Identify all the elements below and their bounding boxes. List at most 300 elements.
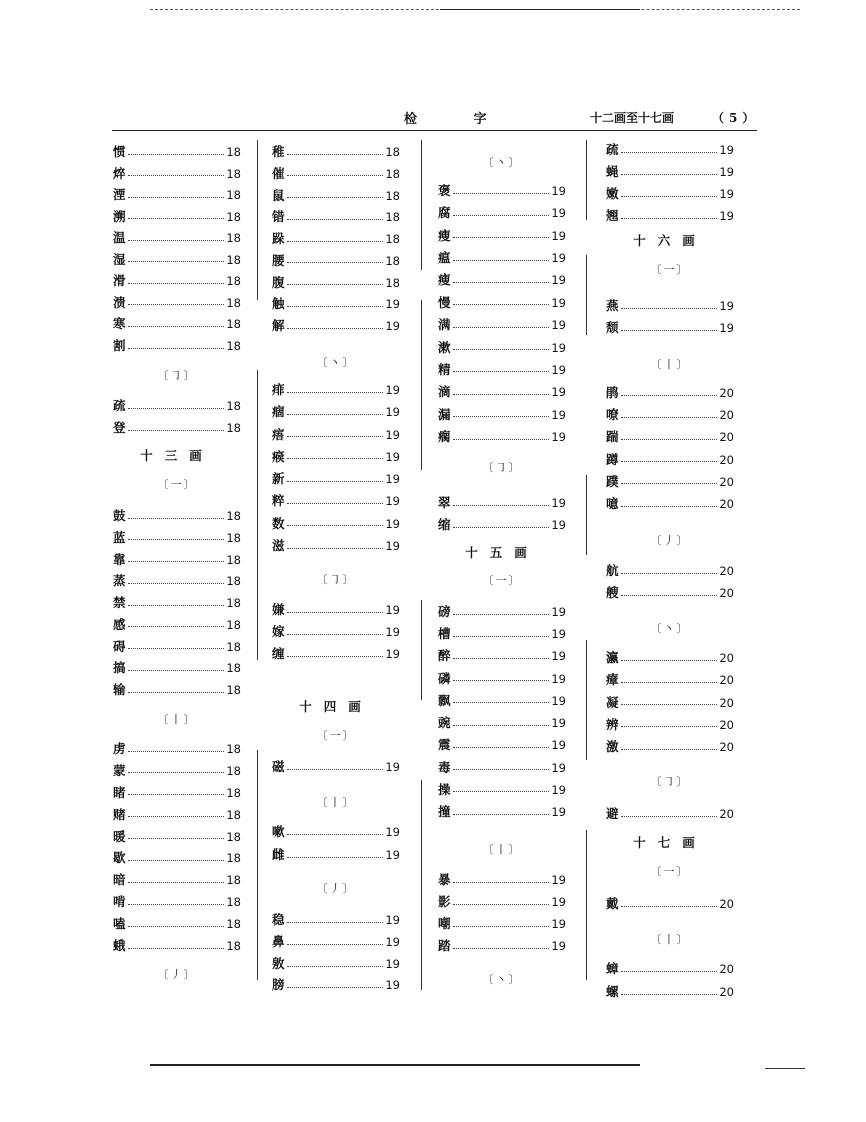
index-entry <box>606 715 734 735</box>
entry-character: 漱 <box>438 339 451 355</box>
index-entry <box>113 936 241 956</box>
leader-dots <box>128 154 225 155</box>
entry-character: 错 <box>272 209 285 225</box>
leader-dots <box>621 395 718 396</box>
entry-page-number: 19 <box>719 321 734 335</box>
entry-character: 搞 <box>113 660 126 676</box>
stroke-group-label: 〔㇆〕 <box>482 461 522 474</box>
entry-page-number: 19 <box>719 299 734 313</box>
entry-character: 暗 <box>113 872 126 888</box>
column-divider <box>257 370 258 660</box>
entry-page-number: 18 <box>226 661 241 676</box>
entry-character: 稚 <box>272 144 285 159</box>
entry-character: 惯 <box>113 144 126 159</box>
entry-page-number: 19 <box>551 518 566 532</box>
entry-page-number: 20 <box>719 586 734 600</box>
leader-dots <box>453 680 550 681</box>
entry-character: 鼠 <box>272 187 285 203</box>
leader-dots <box>287 414 384 415</box>
index-entry <box>272 845 400 865</box>
entry-character: 嘹 <box>606 407 619 423</box>
entry-page-number: 18 <box>226 295 241 310</box>
leader-dots <box>453 926 550 927</box>
scan-edge-bottom-right <box>765 1068 805 1069</box>
stroke-group-label: 〔丨〕 <box>650 933 690 946</box>
leader-dots <box>128 583 225 584</box>
entry-page-number: 19 <box>385 913 400 927</box>
page-title: 检 字 <box>404 112 513 127</box>
entry-character: 滴 <box>438 384 451 400</box>
entry-character: 瀛 <box>606 650 619 665</box>
entry-character: 腰 <box>272 252 285 268</box>
leader-dots <box>453 527 550 528</box>
index-entry <box>272 536 400 556</box>
leader-dots <box>453 327 550 328</box>
stroke-group-label: 〔丿〕 <box>316 882 356 895</box>
entry-page-number: 19 <box>551 716 566 731</box>
entry-page-number: 18 <box>226 829 241 844</box>
entry-page-number: 19 <box>551 627 566 642</box>
index-entry <box>272 954 400 974</box>
leader-dots <box>128 838 225 839</box>
entry-page-number: 18 <box>226 421 241 435</box>
entry-character: 精 <box>438 361 451 377</box>
entry-page-number: 18 <box>226 231 241 246</box>
stroke-group-label: 〔一〕 <box>316 729 356 742</box>
entry-character: 腹 <box>272 274 285 290</box>
page-number: （5） <box>712 111 760 125</box>
index-entry <box>606 737 734 757</box>
leader-dots <box>128 561 225 562</box>
entry-page-number: 18 <box>226 873 241 888</box>
leader-dots <box>453 193 550 194</box>
entry-page-number: 18 <box>226 895 241 910</box>
leader-dots <box>453 505 550 506</box>
index-entry <box>438 226 566 246</box>
stroke-group-label: 〔㇆〕 <box>157 369 197 382</box>
index-entry <box>272 294 400 314</box>
entry-character: 痦 <box>272 426 285 442</box>
column-divider <box>586 475 587 555</box>
entry-character: 漏 <box>438 406 451 422</box>
entry-character: 稳 <box>272 912 285 927</box>
index-entry <box>438 691 566 711</box>
leader-dots <box>453 948 550 949</box>
entry-character: 新 <box>272 471 285 487</box>
entry-character: 螺 <box>606 984 619 999</box>
leader-dots <box>128 692 225 693</box>
entry-page-number: 19 <box>385 957 400 971</box>
entry-character: 赌 <box>113 806 126 822</box>
entry-character: 磁 <box>272 759 285 774</box>
index-entry <box>438 602 566 622</box>
leader-dots <box>621 816 718 817</box>
index-entry <box>113 271 241 291</box>
entry-page-number: 20 <box>719 430 734 445</box>
leader-dots <box>128 326 225 327</box>
entry-page-number: 19 <box>551 873 566 887</box>
entry-character: 飘 <box>438 692 451 708</box>
entry-page-number: 19 <box>385 297 400 312</box>
entry-character: 鼓 <box>113 508 126 523</box>
leader-dots <box>287 328 384 329</box>
index-entry <box>438 669 566 689</box>
entry-page-number: 19 <box>385 603 400 617</box>
leader-dots <box>453 260 550 261</box>
entry-page-number: 18 <box>226 252 241 267</box>
entry-character: 嫩 <box>606 186 619 201</box>
leader-dots <box>621 218 718 219</box>
entry-character: 瘟 <box>438 250 451 266</box>
entry-character: 航 <box>606 563 619 578</box>
leader-dots <box>453 636 550 637</box>
entry-page-number: 19 <box>385 427 400 442</box>
entry-page-number: 19 <box>385 472 400 487</box>
index-entry <box>272 644 400 664</box>
stroke-group-label: 〔一〕 <box>482 574 522 587</box>
leader-dots <box>128 816 225 817</box>
entry-page-number: 18 <box>226 683 241 697</box>
leader-dots <box>453 215 550 216</box>
entry-character: 毒 <box>438 759 451 775</box>
entry-page-number: 18 <box>226 596 241 610</box>
index-entry <box>606 670 734 690</box>
index-entry <box>272 757 400 777</box>
entry-character: 鼻 <box>272 934 285 949</box>
index-entry <box>438 270 566 290</box>
leader-dots <box>287 392 384 393</box>
leader-dots <box>287 175 384 176</box>
entry-page-number: 20 <box>719 695 734 710</box>
leader-dots <box>453 814 550 815</box>
entry-character: 蝇 <box>606 164 619 179</box>
entry-page-number: 19 <box>385 494 400 509</box>
leader-dots <box>621 906 718 907</box>
leader-dots <box>453 349 550 350</box>
column-divider <box>421 780 422 990</box>
index-entry <box>272 380 400 400</box>
entry-page-number: 19 <box>385 383 400 397</box>
entry-page-number: 19 <box>385 848 400 862</box>
entry-character: 蓝 <box>113 529 126 545</box>
leader-dots <box>621 330 718 331</box>
entry-character: 瘸 <box>438 429 451 444</box>
leader-dots <box>621 971 718 972</box>
index-entry <box>606 693 734 713</box>
entry-character: 操 <box>438 781 451 797</box>
leader-dots <box>128 670 225 671</box>
index-entry <box>438 248 566 268</box>
index-entry <box>438 802 566 822</box>
entry-page-number: 18 <box>385 145 400 159</box>
leader-dots <box>287 612 384 613</box>
leader-dots <box>287 306 384 307</box>
entry-page-number: 20 <box>719 807 734 821</box>
leader-dots <box>287 154 384 155</box>
entry-page-number: 19 <box>385 319 400 333</box>
entry-character: 粹 <box>272 493 285 509</box>
entry-character: 焠 <box>113 165 126 181</box>
entry-page-number: 19 <box>551 782 566 797</box>
entry-character: 颓 <box>606 320 619 335</box>
entry-character: 激 <box>606 739 619 754</box>
entry-page-number: 19 <box>551 385 566 400</box>
index-entry <box>606 140 734 160</box>
entry-character: 敫 <box>272 956 285 971</box>
index-entry <box>113 528 241 548</box>
column-divider <box>257 140 258 300</box>
entry-page-number: 18 <box>385 275 400 290</box>
entry-page-number: 18 <box>226 851 241 866</box>
entry-page-number: 19 <box>551 318 566 333</box>
index-entry <box>113 571 241 591</box>
entry-page-number: 19 <box>551 407 566 422</box>
leader-dots <box>453 237 550 238</box>
index-entry <box>438 892 566 912</box>
entry-character: 跺 <box>272 231 285 246</box>
stroke-group-label: 〔㇆〕 <box>650 775 690 788</box>
stroke-count-heading: 十六画 <box>633 233 707 248</box>
leader-dots <box>287 834 384 835</box>
leader-dots <box>287 922 384 923</box>
index-entry <box>438 735 566 755</box>
index-entry <box>606 162 734 182</box>
entry-character: 缠 <box>272 646 285 661</box>
leader-dots <box>287 769 384 770</box>
entry-character: 疏 <box>113 398 126 413</box>
leader-dots <box>453 304 550 305</box>
entry-page-number: 19 <box>551 805 566 819</box>
entry-page-number: 19 <box>551 671 566 686</box>
leader-dots <box>453 702 550 703</box>
entry-page-number: 18 <box>226 763 241 778</box>
entry-character: 疏 <box>606 142 619 157</box>
index-entry <box>113 914 241 934</box>
entry-page-number: 20 <box>719 386 734 400</box>
leader-dots <box>621 595 718 596</box>
entry-character: 踹 <box>606 429 619 445</box>
entry-page-number: 19 <box>385 449 400 464</box>
leader-dots <box>453 439 550 440</box>
entry-page-number: 19 <box>719 165 734 179</box>
leader-dots <box>453 725 550 726</box>
index-entry <box>272 514 400 534</box>
index-entry <box>272 186 400 206</box>
leader-dots <box>453 791 550 792</box>
leader-dots <box>621 439 718 440</box>
index-entry <box>438 493 566 513</box>
entry-character: 磅 <box>438 604 451 619</box>
leader-dots <box>453 769 550 770</box>
index-entry <box>272 447 400 467</box>
stroke-group-label: 〔丨〕 <box>157 713 197 726</box>
leader-dots <box>128 605 225 606</box>
entry-page-number: 19 <box>551 206 566 221</box>
entry-page-number: 19 <box>551 184 566 198</box>
entry-page-number: 18 <box>385 210 400 225</box>
index-entry <box>272 402 400 422</box>
column-divider <box>586 255 587 335</box>
leader-dots <box>287 284 384 285</box>
leader-dots <box>287 857 384 858</box>
entry-character: 豌 <box>438 715 451 731</box>
stroke-group-label: 〔丶〕 <box>650 622 690 635</box>
index-entry <box>606 296 734 316</box>
entry-page-number: 20 <box>719 564 734 578</box>
index-entry <box>438 315 566 335</box>
leader-dots <box>287 197 384 198</box>
entry-page-number: 19 <box>719 187 734 201</box>
entry-character: 震 <box>438 737 451 753</box>
stroke-group-label: 〔㇆〕 <box>316 573 356 586</box>
entry-page-number: 18 <box>385 188 400 203</box>
column-divider <box>421 300 422 470</box>
entry-character: 虏 <box>113 741 126 756</box>
leader-dots <box>621 506 718 507</box>
index-entry <box>113 314 241 334</box>
entry-character: 腐 <box>438 205 451 221</box>
entry-page-number: 18 <box>226 530 241 545</box>
entry-character: 磷 <box>438 670 451 686</box>
entry-page-number: 18 <box>226 639 241 654</box>
entry-page-number: 19 <box>385 625 400 639</box>
stroke-count-heading: 十七画 <box>633 835 707 850</box>
index-entry <box>438 780 566 800</box>
entry-page-number: 19 <box>551 340 566 355</box>
index-entry <box>113 680 241 700</box>
entry-character: 割 <box>113 338 126 353</box>
stroke-group-label: 〔丿〕 <box>157 968 197 981</box>
entry-character: 膀 <box>272 977 285 992</box>
entry-page-number: 18 <box>226 188 241 203</box>
stroke-group-label: 〔丶〕 <box>482 973 522 986</box>
index-entry <box>113 892 241 912</box>
index-entry <box>113 228 241 248</box>
index-entry <box>113 615 241 635</box>
leader-dots <box>287 503 384 504</box>
entry-page-number: 20 <box>719 897 734 911</box>
leader-dots <box>287 525 384 526</box>
index-entry <box>272 491 400 511</box>
leader-dots <box>128 948 225 949</box>
entry-page-number: 20 <box>719 452 734 467</box>
index-entry <box>606 982 734 1002</box>
index-entry <box>438 624 566 644</box>
stroke-count-heading: 十三画 <box>140 448 214 463</box>
stroke-range-label: 十二画至十七画 <box>590 111 675 125</box>
leader-dots <box>128 648 225 649</box>
leader-dots <box>287 656 384 657</box>
index-entry <box>113 207 241 227</box>
entry-character: 避 <box>606 806 619 821</box>
leader-dots <box>621 573 718 574</box>
entry-character: 嗽 <box>272 824 285 839</box>
entry-page-number: 19 <box>385 405 400 420</box>
index-entry <box>606 383 734 403</box>
entry-page-number: 18 <box>226 785 241 800</box>
index-entry <box>606 184 734 204</box>
index-entry <box>113 506 241 526</box>
leader-dots <box>287 481 384 482</box>
entry-page-number: 18 <box>226 274 241 289</box>
leader-dots <box>128 175 225 176</box>
entry-page-number: 19 <box>551 273 566 288</box>
index-entry <box>438 758 566 778</box>
index-entry <box>438 515 566 535</box>
index-entry <box>113 637 241 657</box>
index-column-2 <box>272 0 404 1122</box>
leader-dots <box>128 860 225 861</box>
entry-page-number: 18 <box>226 509 241 523</box>
leader-dots <box>287 987 384 988</box>
entry-page-number: 20 <box>719 474 734 489</box>
entry-character: 瘦 <box>438 227 451 243</box>
leader-dots <box>621 682 718 683</box>
entry-character: 蒸 <box>113 573 126 589</box>
leader-dots <box>128 626 225 627</box>
leader-dots <box>287 966 384 967</box>
entry-page-number: 19 <box>551 649 566 664</box>
index-entry <box>272 469 400 489</box>
entry-character: 褒 <box>438 183 451 198</box>
index-entry <box>272 425 400 445</box>
index-entry <box>438 293 566 313</box>
entry-character: 禁 <box>113 595 126 610</box>
entry-character: 碍 <box>113 638 126 654</box>
entry-page-number: 18 <box>226 807 241 822</box>
leader-dots <box>287 548 384 549</box>
index-entry <box>113 185 241 205</box>
index-entry <box>113 396 241 416</box>
entry-character: 瘦 <box>438 272 451 288</box>
entry-page-number: 19 <box>551 917 566 931</box>
leader-dots <box>621 461 718 462</box>
entry-character: 翠 <box>438 495 451 510</box>
entry-page-number: 18 <box>226 574 241 589</box>
entry-page-number: 19 <box>551 362 566 377</box>
entry-page-number: 19 <box>551 605 566 619</box>
index-entry <box>272 142 400 162</box>
column-divider <box>421 140 422 270</box>
leader-dots <box>621 660 718 661</box>
leader-dots <box>621 726 718 727</box>
entry-page-number: 19 <box>551 693 566 708</box>
entry-page-number: 19 <box>551 496 566 510</box>
index-entry <box>113 827 241 847</box>
entry-character: 踏 <box>438 938 451 953</box>
leader-dots <box>128 882 225 883</box>
entry-character: 瘴 <box>606 672 619 688</box>
index-entry <box>606 472 734 492</box>
entry-page-number: 20 <box>719 651 734 665</box>
entry-page-number: 19 <box>385 516 400 531</box>
entry-page-number: 18 <box>226 166 241 181</box>
entry-character: 溃 <box>113 294 126 310</box>
entry-character: 撞 <box>438 804 451 819</box>
entry-character: 暴 <box>438 872 451 887</box>
leader-dots <box>621 417 718 418</box>
leader-dots <box>453 658 550 659</box>
leader-dots <box>621 704 718 705</box>
leader-dots <box>128 904 225 905</box>
column-divider <box>421 600 422 700</box>
entry-character: 影 <box>438 894 451 909</box>
index-entry <box>438 338 566 358</box>
leader-dots <box>453 282 550 283</box>
index-entry <box>438 713 566 733</box>
entry-character: 靠 <box>113 551 126 567</box>
leader-dots <box>621 196 718 197</box>
